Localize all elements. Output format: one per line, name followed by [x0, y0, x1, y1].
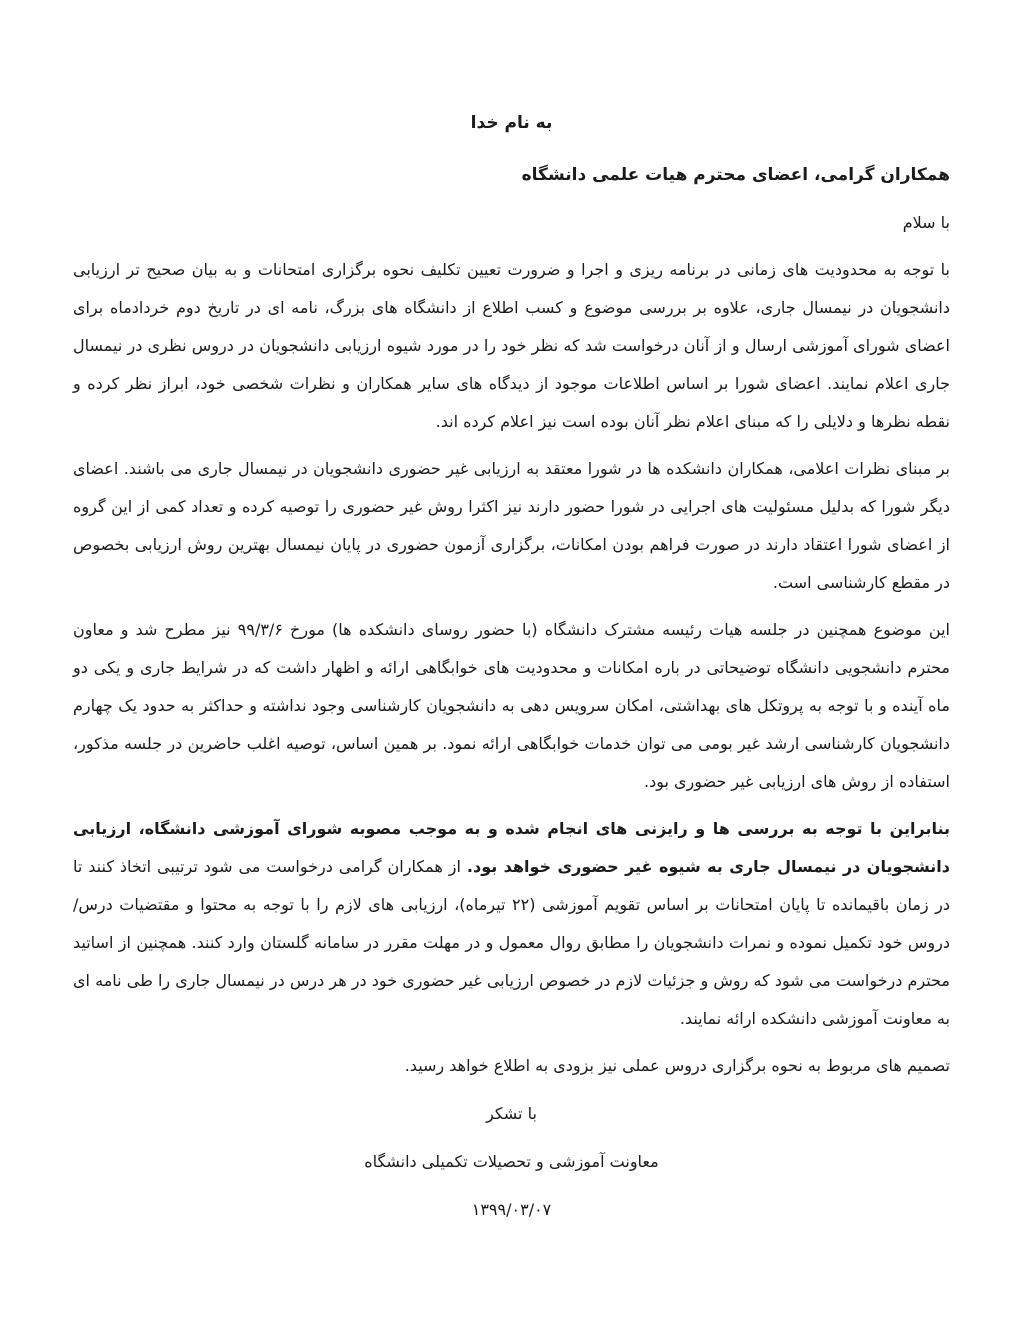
date-line: ۱۳۹۹/۰۳/۰۷	[471, 1200, 552, 1219]
paragraph-intro: با توجه به محدودیت های زمانی در برنامه ریزی و اجرا و ضرورت تعیین تکلیف نحوه برگزاری امتحانات و به بیان صحیح تر ارزیابی دانشجویان در نیمسال جاری، علاوه بر بررسی موضوع و کسب اطلاع از دانشگاه های بزرگ، نامه ای در تاریخ دوم خردادماه برای اعضای شورای آموزشی ارسال و از آنان درخواست شد که نظر خود را در مورد شیوه ارزیابی دانشجویان در دروس نظری در نیمسال جاری اعلام نمایند. اعضای شورا بر اساس اطلاعات موجود از دیدگاه های سایر همکاران و نظرات شخصی خود، ابراز نظر کرده و نقطه نظرها و دلایلی را که مبنای اعلام نظر آنان بوده است نیز اعلام کرده اند.	[73, 260, 950, 431]
greeting-line: با سلام	[902, 213, 950, 232]
paragraph-board-meeting: این موضوع همچنین در جلسه هیات رئیسه مشترک دانشگاه (با حضور روسای دانشکده ها) مورخ ۹۹/۳/۶ نیز مطرح شد و معاون محترم دانشجویی دانشگاه توضیحاتی در باره امکانات و محدودیت های خوابگاهی ارائه و اظهار داشت که در شرایط جاری و یکی دو ماه آینده و با توجه به پروتکل های بهداشتی، امکان سرویس دهی به دانشجویان کارشناسی وجود نداشته و حداکثر به حدود یک چهارم دانشجویان کارشناسی ارشد غیر بومی می توان خدمات خوابگاهی ارائه نمود. بر همین اساس، توصیه اغلب حاضرین در جلسه مذکور، استفاده از روش های ارزیابی غیر حضوری بود.	[73, 620, 951, 791]
decision-bold-text: بنابراین با توجه به بررسی ها و رایزنی های انجام شده و به موجب مصوبه شورای آموزشی دانشگاه، ارزیابی دانشجویان در نیمسال جاری به شیوه غیر حضوری خواهد بود.	[73, 819, 951, 876]
closing-note-line: تصمیم های مربوط به نحوه برگزاری دروس عملی نیز بزودی به اطلاع خواهد رسید.	[404, 1056, 950, 1075]
paragraph-decision	[73, 810, 950, 1038]
thanks-line: با تشکر	[486, 1104, 537, 1123]
paragraph-council-opinions: بر مبنای نظرات اعلامی، همکاران دانشکده ها در شورا معتقد به ارزیابی غیر حضوری دانشجویان در نیمسال جاری می باشند. اعضای دیگر شورا که بدلیل مسئولیت های اجرایی در شورا حضور دارند نیز اکثرا روش غیر حضوری را توصیه کرده و تعداد کمی از این گروه از اعضای شورا اعتقاد دارند در صورت فراهم بودن امکانات، برگزاری آزمون حضوری در پایان نیمسال بهترین روش ارزیابی بخصوص در مقطع کارشناسی است.	[73, 459, 950, 592]
salutation-line: همکاران گرامی، اعضای محترم هیات علمی دانشگاه	[521, 165, 950, 185]
basmala-line: به نام خدا	[470, 113, 553, 133]
decision-rest-text: از همکاران گرامی درخواست می شود ترتیبی اتخاذ کنند تا در زمان باقیمانده تا پایان امتحانات بر اساس تقویم آموزشی (۲۲ تیرماه)، ارزیابی های لازم را با توجه به محتوا و مقتضیات درس/دروس خود تکمیل نموده و نمرات دانشجویان را مطابق روال معمول و در مهلت مقرر در سامانه گلستان وارد کنند. همچنین از اساتید محترم درخواست می شود که روش و جزئیات لازم در خصوص ارزیابی غیر حضوری خود در هر درس در نیمسال جاری را طی نامه ای به معاونت آموزشی دانشکده ارائه نمایند.	[73, 857, 950, 1028]
signature-line: معاونت آموزشی و تحصیلات تکمیلی دانشگاه	[364, 1152, 659, 1171]
